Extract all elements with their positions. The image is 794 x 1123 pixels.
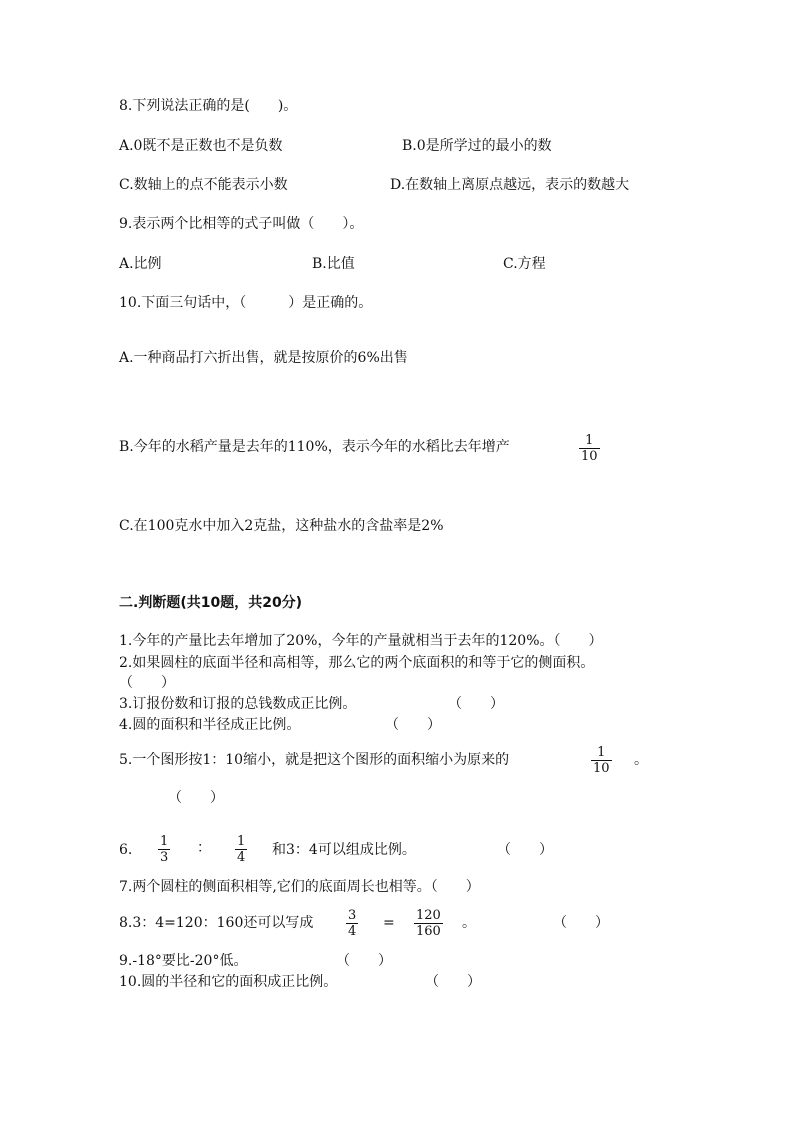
fraction-numerator: 1 (160, 834, 169, 849)
q9-option-a: A.比例 (119, 256, 162, 272)
tf-question-10: 10.圆的半径和它的面积成正比例。 (119, 974, 338, 990)
q8-option-a: A.0既不是正数也不是负数 (119, 138, 283, 154)
q9-option-b: B.比值 (312, 256, 355, 272)
tf-question-9: 9.-18°要比-20°低。 (119, 953, 248, 969)
q10-option-c: C.在100克水中加入2克盐，这种盐水的含盐率是2% (119, 518, 444, 534)
tf-question-4-paren: （ ） (385, 717, 441, 733)
tf-question-8-period: 。 (462, 915, 476, 931)
tf-question-4: 4.圆的面积和半径成正比例。 (119, 717, 301, 733)
q10-option-b-fraction (579, 433, 600, 464)
fraction-numerator: 120 (416, 908, 441, 923)
tf-question-7: 7.两个圆柱的侧面积相等,它们的底面周长也相等。（ ） (119, 879, 480, 895)
question-10-stem: 10.下面三句话中，（ ）是正确的。 (119, 295, 373, 311)
fraction-numerator: 1 (585, 433, 594, 448)
tf-question-6-number: 6. (119, 842, 133, 858)
fraction-denominator: 4 (348, 924, 357, 939)
tf-question-10-paren: （ ） (425, 974, 481, 990)
tf-question-6-text: 和3：4可以组成比例。 (272, 842, 416, 858)
tf-question-6-fraction-2 (235, 834, 247, 865)
fraction-numerator: 3 (348, 908, 357, 923)
tf-question-6-fraction-1 (158, 834, 170, 865)
section-2-title: 二.判断题(共10题，共20分) (119, 595, 303, 611)
q8-option-c: C.数轴上的点不能表示小数 (119, 177, 288, 193)
fraction-denominator: 160 (416, 924, 441, 939)
q10-option-a: A.一种商品打六折出售，就是按原价的6%出售 (119, 350, 408, 366)
q9-option-c: C.方程 (503, 256, 546, 272)
fraction-numerator: 1 (597, 745, 606, 760)
q8-option-b: B.0是所学过的最小的数 (402, 138, 552, 154)
tf-question-3-paren: （ ） (448, 696, 504, 712)
tf-question-6-paren: （ ） (497, 842, 553, 858)
tf-question-8-fraction-2 (414, 908, 443, 939)
tf-question-8: 8.3：4=120：160还可以写成 (119, 915, 314, 931)
q10-option-b: B.今年的水稻产量是去年的110%，表示今年的水稻比去年增产 (119, 439, 510, 455)
tf-question-5-fraction (591, 745, 612, 776)
tf-question-2-paren: （ ） (119, 675, 175, 691)
tf-question-3: 3.订报份数和订报的总钱数成正比例。 (119, 696, 357, 712)
tf-question-5: 5.一个图形按1：10缩小，就是把这个图形的面积缩小为原来的 (119, 752, 510, 768)
tf-question-9-paren: （ ） (336, 953, 392, 969)
tf-question-5-period: 。 (634, 752, 648, 768)
fraction-denominator: 4 (237, 850, 246, 865)
tf-question-2: 2.如果圆柱的底面半径和高相等，那么它的两个底面积的和等于它的侧面积。 (119, 655, 595, 671)
fraction-denominator: 10 (593, 761, 610, 776)
tf-question-6-colon: ： (197, 840, 211, 856)
tf-question-8-paren: （ ） (553, 915, 609, 931)
fraction-numerator: 1 (237, 834, 246, 849)
question-8-stem: 8.下列说法正确的是( )。 (119, 98, 298, 114)
tf-question-8-fraction-1 (346, 908, 358, 939)
tf-question-8-equals: = (383, 915, 395, 931)
tf-question-5-paren: （ ） (168, 790, 224, 806)
question-9-stem: 9.表示两个比相等的式子叫做（ ）。 (119, 216, 364, 232)
fraction-denominator: 10 (581, 449, 598, 464)
q8-option-d: D.在数轴上离原点越远，表示的数越大 (390, 177, 630, 193)
tf-question-1: 1.今年的产量比去年增加了20%，今年的产量就相当于去年的120%。（ ） (119, 633, 603, 649)
fraction-denominator: 3 (160, 850, 169, 865)
